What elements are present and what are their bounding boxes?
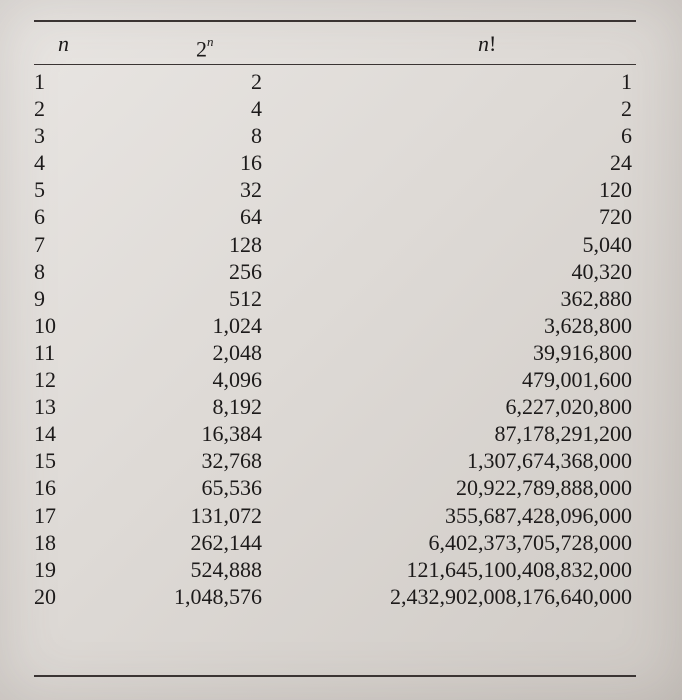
cell-power-of-two: 64 (240, 204, 262, 230)
table-row (0, 447, 682, 474)
cell-factorial: 6 (621, 123, 632, 149)
cell-n: 19 (34, 556, 56, 582)
cell-power-of-two: 524,888 (190, 556, 262, 582)
cell-n: 5 (34, 177, 45, 203)
cell-power-of-two: 1,024 (212, 312, 262, 338)
cell-power-of-two: 262,144 (190, 529, 262, 555)
table-row (0, 285, 682, 312)
cell-factorial: 120 (599, 177, 632, 203)
cell-factorial: 720 (599, 204, 632, 230)
header-factorial-var: n (478, 31, 489, 56)
table-row (0, 68, 682, 95)
table-row (0, 502, 682, 529)
table-row (0, 95, 682, 122)
table-row (0, 258, 682, 285)
cell-power-of-two: 2,048 (212, 339, 262, 365)
cell-power-of-two: 16 (240, 150, 262, 176)
cell-n: 11 (34, 339, 56, 365)
cell-n: 10 (34, 312, 56, 338)
cell-factorial: 3,628,800 (544, 312, 632, 338)
table-row (0, 231, 682, 258)
cell-power-of-two: 16,384 (201, 421, 262, 447)
table-row (0, 176, 682, 203)
cell-factorial: 40,320 (571, 258, 632, 284)
cell-factorial: 20,922,789,888,000 (456, 475, 632, 501)
cell-factorial: 5,040 (582, 231, 632, 257)
cell-power-of-two: 4 (251, 96, 262, 122)
cell-power-of-two: 32,768 (201, 448, 262, 474)
table-row (0, 149, 682, 176)
cell-n: 16 (34, 475, 56, 501)
table-header-rule (34, 64, 636, 65)
table-row (0, 556, 682, 583)
cell-power-of-two: 131,072 (190, 502, 262, 528)
cell-factorial: 355,687,428,096,000 (445, 502, 632, 528)
cell-n: 12 (34, 367, 56, 393)
cell-n: 9 (34, 285, 45, 311)
table-body (0, 68, 682, 610)
cell-factorial: 1,307,674,368,000 (467, 448, 632, 474)
cell-factorial: 362,880 (560, 285, 632, 311)
cell-power-of-two: 8 (251, 123, 262, 149)
table-row (0, 312, 682, 339)
cell-power-of-two: 128 (229, 231, 262, 257)
table-row (0, 420, 682, 447)
cell-power-of-two: 65,536 (201, 475, 262, 501)
cell-power-of-two: 1,048,576 (174, 583, 262, 609)
cell-power-of-two: 512 (229, 285, 262, 311)
cell-factorial: 479,001,600 (522, 367, 632, 393)
cell-n: 14 (34, 421, 56, 447)
cell-factorial: 1 (621, 69, 632, 94)
table-row (0, 203, 682, 230)
table-row (0, 529, 682, 556)
cell-n: 1 (34, 69, 45, 94)
cell-power-of-two: 4,096 (212, 367, 262, 393)
cell-n: 18 (34, 529, 56, 555)
cell-power-of-two: 256 (229, 258, 262, 284)
header-n: n (58, 31, 69, 56)
cell-n: 8 (34, 258, 45, 284)
cell-n: 17 (34, 502, 56, 528)
cell-factorial: 6,402,373,705,728,000 (428, 529, 632, 555)
table-row (0, 366, 682, 393)
cell-factorial: 87,178,291,200 (494, 421, 632, 447)
cell-n: 20 (34, 583, 56, 609)
cell-power-of-two: 8,192 (212, 394, 262, 420)
table-row (0, 393, 682, 420)
table-row (0, 339, 682, 366)
cell-power-of-two: 32 (240, 177, 262, 203)
cell-factorial: 2 (621, 96, 632, 122)
table-top-rule (34, 20, 636, 22)
cell-power-of-two: 2 (251, 69, 262, 94)
header-power-exponent: n (207, 34, 214, 49)
cell-factorial: 39,916,800 (533, 339, 632, 365)
header-factorial (478, 32, 496, 56)
cell-n: 2 (34, 96, 45, 122)
cell-factorial: 24 (610, 150, 632, 176)
cell-n: 6 (34, 204, 45, 230)
table-bottom-rule (34, 675, 636, 677)
table-row (0, 122, 682, 149)
header-power-of-two (196, 32, 214, 61)
cell-n: 13 (34, 394, 56, 420)
header-power-base: 2 (196, 36, 207, 62)
cell-factorial: 6,227,020,800 (505, 394, 632, 420)
header-factorial-symbol: ! (489, 31, 497, 56)
table-row (0, 583, 682, 610)
cell-n: 4 (34, 150, 45, 176)
cell-n: 7 (34, 231, 45, 257)
cell-n: 3 (34, 123, 45, 149)
cell-n: 15 (34, 448, 56, 474)
cell-factorial: 121,645,100,408,832,000 (406, 556, 632, 582)
table-row (0, 474, 682, 501)
cell-factorial: 2,432,902,008,176,640,000 (390, 583, 632, 609)
